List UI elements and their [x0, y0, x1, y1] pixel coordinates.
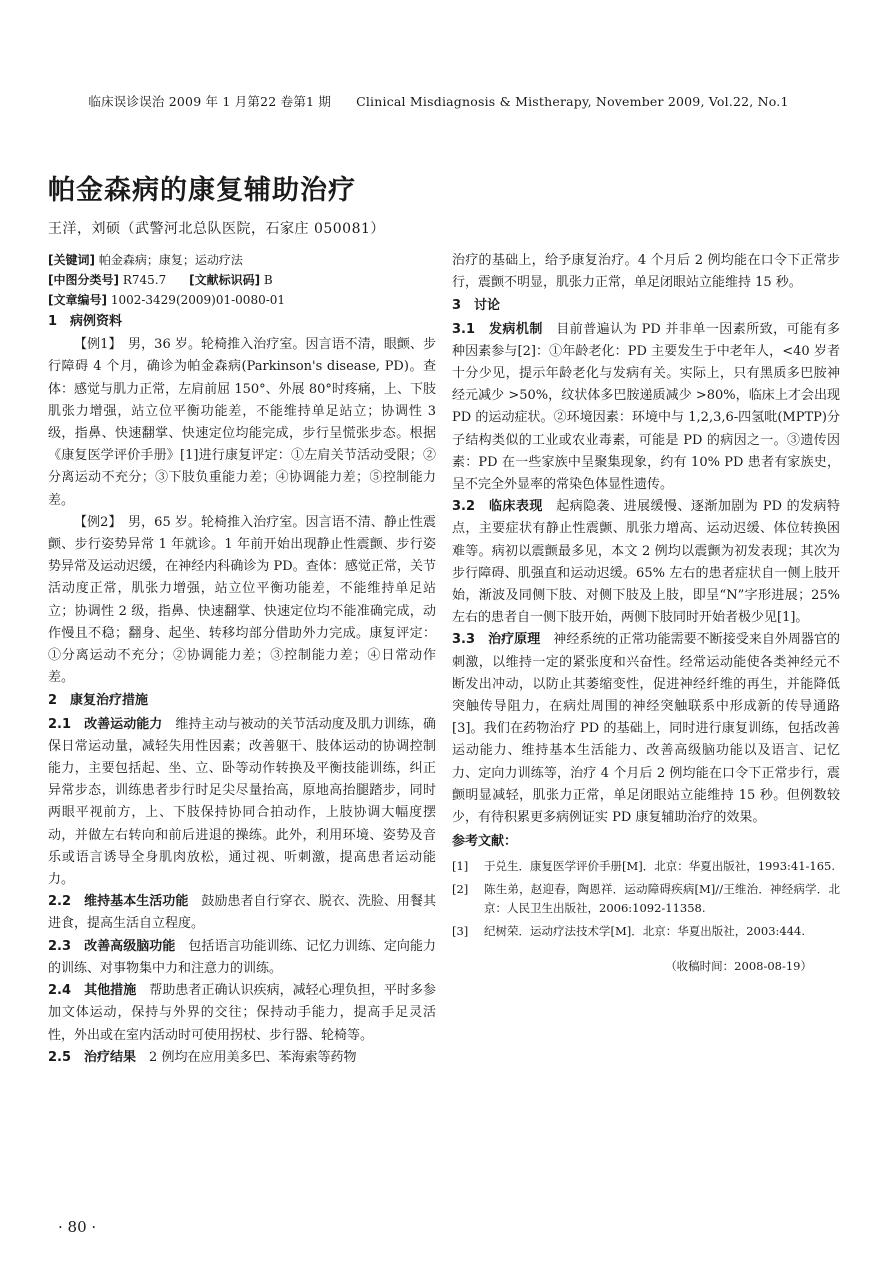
reference-text: 于兑生．康复医学评价手册[M]．北京：华夏出版社，1993:41-165. — [484, 859, 836, 874]
meta-label: [文献标识码] — [189, 273, 261, 287]
subsection-body: 鼓励患者自行穿衣、脱衣、洗脸、用餐其进食，提高生活自立程度。 — [48, 894, 436, 932]
reference-number: [1] — [452, 859, 469, 874]
reference-text: 陈生弟，赵迎春，陶恩祥．运动障碍疾病[M]//王维治．神经病学．北京：人民卫生出版社，2006:1092-11358. — [484, 882, 840, 916]
reference-item — [452, 922, 840, 941]
page-number: · 80 · — [58, 1218, 97, 1236]
subsection-title: 2.5 治疗结果 — [48, 1049, 137, 1065]
subsection-body: 2 例均在应用美多巴、苯海索等药物 — [149, 1049, 357, 1065]
subsection-title: 3.2 临床表现 — [452, 499, 543, 515]
subsection-paragraph — [48, 891, 436, 935]
subsection-paragraph — [48, 1047, 436, 1069]
meta-value: B — [263, 273, 273, 287]
received-date: （收稿时间：2008-08-19） — [665, 959, 812, 974]
references-heading: 参考文献： — [452, 834, 518, 850]
subsection-paragraph — [452, 629, 840, 829]
right-column — [452, 250, 840, 978]
meta-label: [中图分类号] — [48, 273, 119, 287]
classification-line — [48, 270, 436, 290]
subsection-body: 目前普遍认为 PD 并非单一因素所致，可能有多种因素参与[2]：①年龄老化：PD 主要发生于中老年人，<40 岁者十分少见，提示年龄老化与发病有关。实际上，只有黑质多巴胺神经元减少 >50%，纹状体多巴胺递质减少 >80%，临床上才会出现 PD 的运动症状。②环境因素：环境中与 1,2,3,6-四氢吡(MPTP)分子结构类似的工业或农业毒素，可能是 PD 的病因之一。③遗传因素：PD 在一些家族中呈聚集现象，约有 10% PD 患者有家族史，呈不完全外显率的常染色体显性遗传。 — [452, 321, 840, 493]
subsection-title: 3.3 治疗原理 — [452, 632, 541, 648]
subsection-title: 2.4 其他措施 — [48, 983, 137, 999]
subsection-paragraph — [48, 714, 436, 892]
subsection-body: 神经系统的正常功能需要不断接受来自外周器官的刺激，以维持一定的紧张度和兴奋性。经常运动能使各类神经元不断发出冲动，以防止其萎缩变性，促进神经纤维的再生，并能降低突触传导阻力，在病灶周围的神经突触联系中形成新的传导通路[3]。我们在药物治疗 PD 的基础上，同时进行康复训练，包括改善运动能力、维持基本生活能力、改善高级脑功能以及语言、记忆力、定向力训练等，治疗 4 个月后 2 例均能在口令下正常步行，震颤明显减轻，肌张力正常，单足闭眼站立能维持 15 秒。但例数较少，有待积累更多病例证实 PD 康复辅助治疗的效果。 — [452, 632, 840, 826]
journal-header-cn: 临床误诊误治 2009 年 1 月第22 卷第1 期 — [88, 94, 332, 109]
subsection-body: 包括语言功能训练、记忆力训练、定向能力的训练、对事物集中力和注意力的训练。 — [48, 938, 436, 976]
left-column — [48, 250, 436, 1069]
article-number-line — [48, 290, 436, 310]
case-1-paragraph: 【例1】 男，36 岁。轮椅推入治疗室。因言语不清，眼颤、步行障碍 4 个月，确诊为帕金森病(Parkinson's disease, PD)。查体：感觉与肌力正常，左肩前屈 150°、外展 80°时疼痛，上、下肢肌张力增强，站立位平衡功能差，不能维持单足站立；协调性 3 级，指鼻、快速翻掌、快速定位均能完成，步行呈慌张步态。根据《康复医学评价手册》[1]进行康复评定：①左肩关节活动受限；②分离运动不充分；③下肢负重能力差；④协调能力差；⑤控制能力差。 — [48, 337, 436, 508]
case-2-paragraph: 【例2】 男，65 岁。轮椅推入治疗室。因言语不清、静止性震颤、步行姿势异常 1 年就诊。1 年前开始出现静止性震颤、步行姿势异常及运动迟缓，在神经内科确诊为 PD。查体：感觉正常，关节活动度正常，肌张力增强，站立位平衡功能差，不能维持单足站立；协调性 2 级，指鼻、快速翻掌、快速定位均不能准确完成，动作慢且不稳；翻身、起坐、转移均部分借助外力完成。康复评定：①分离运动不充分；②协调能力差；③控制能力差；④日常动作差。 — [48, 514, 436, 686]
subsection-paragraph — [452, 496, 840, 629]
subsection-title: 2.3 改善高级脑功能 — [48, 938, 176, 954]
meta-value: 1002-3429(2009)01-0080-01 — [110, 293, 286, 307]
subsection-paragraph — [48, 980, 436, 1047]
subsection-paragraph — [452, 319, 840, 497]
meta-label: [文章编号] — [48, 293, 107, 307]
subsection-title: 3.1 发病机制 — [452, 321, 543, 337]
subsection-title: 2.1 改善运动能力 — [48, 716, 163, 732]
subsection-body: 帮助患者正确认识疾病，减轻心理负担，平时多参加文体运动，保持与外界的交往；保持动手能力，提高手足灵活性，外出或在室内活动时可使用拐杖、步行器、轮椅等。 — [48, 983, 436, 1043]
journal-header — [0, 92, 877, 110]
subsection-body: 维持主动与被动的关节活动度及肌力训练，确保日常运动量，减轻失用性因素；改善躯干、肢体运动的协调控制能力，主要包括起、坐、立、卧等动作转换及平衡技能训练，纠正异常步态，训练患者步行时足尖尽量抬高，原地高抬腿踏步，同时两眼平视前方，上、下肢保持协同合拍动作，上肢协调大幅度摆动，并做左右转向和前后进退的操练。此外，利用环境、姿势及音乐或语言诱导全身肌肉放松，通过视、听刺激，提高患者运动能力。 — [48, 716, 436, 888]
article-authors: 王洋，刘硕（武警河北总队医院，石家庄 050081） — [48, 221, 385, 237]
article-title: 帕金森病的康复辅助治疗 — [48, 175, 356, 206]
subsection-body: 起病隐袭、进展缓慢、逐渐加剧为 PD 的发病特点，主要症状有静止性震颤、肌张力增高、运动迟缓、体位转换困难等。病初以震颤最多见，本文 2 例均以震颤为初发表现；其次为步行障碍、肌强直和运动迟缓。65% 左右的患者症状自一侧上肢开始，渐波及同侧下肢、对侧下肢及上肢，即呈“N”字形进展；25% 左右的患者自一侧下肢开始，两侧下肢同时开始者极少见[1]。 — [452, 499, 840, 626]
reference-number: [2] — [452, 882, 469, 897]
keywords-line — [48, 250, 436, 270]
section-heading: 1 病例资料 — [48, 314, 123, 329]
continued-paragraph: 治疗的基础上，给予康复治疗。4 个月后 2 例均能在口令下正常步行，震颤不明显，肌张力正常，单足闭眼站立能维持 15 秒。 — [452, 253, 840, 291]
section-heading: 3 讨论 — [452, 298, 501, 314]
section-heading: 2 康复治疗措施 — [48, 693, 149, 709]
reference-item — [452, 857, 840, 876]
meta-value: R745.7 — [122, 273, 167, 287]
reference-number: [3] — [452, 924, 469, 939]
subsection-paragraph — [48, 936, 436, 980]
meta-label: [关键词] — [48, 253, 95, 267]
meta-value: 帕金森病；康复；运动疗法 — [98, 253, 243, 267]
subsection-title: 2.2 维持基本生活功能 — [48, 894, 189, 910]
journal-header-en: Clinical Misdiagnosis & Mistherapy, November 2009, Vol.22, No.1 — [356, 94, 789, 109]
reference-item — [452, 880, 840, 918]
reference-text: 纪树荣．运动疗法技术学[M]．北京：华夏出版社，2003:444. — [484, 924, 805, 939]
